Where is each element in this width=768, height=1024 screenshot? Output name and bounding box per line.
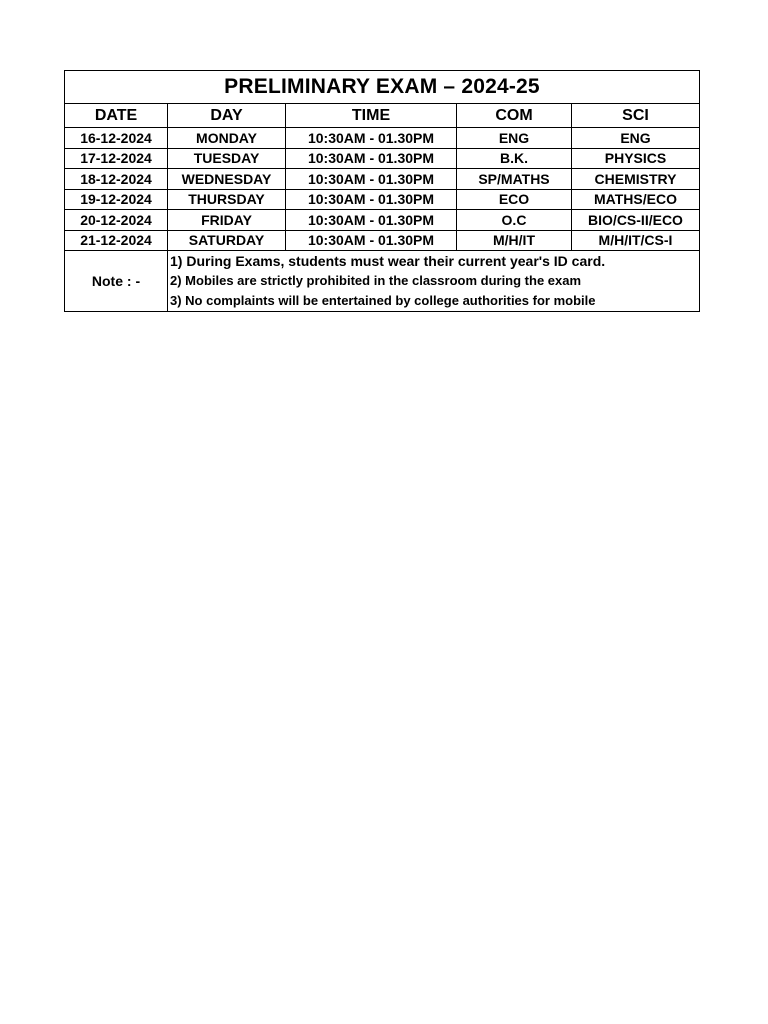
note-line: 2) Mobiles are strictly prohibited in the classroom during the exam [170, 273, 582, 288]
header-row [65, 104, 700, 128]
table-row [65, 148, 700, 169]
exam-timetable [64, 70, 700, 312]
com-cell: B.K. [457, 148, 572, 169]
date-cell: 17-12-2024 [65, 148, 168, 169]
time-cell: 10:30AM - 01.30PM [286, 189, 457, 210]
com-cell: ENG [457, 128, 572, 149]
column-header-day: DAY [168, 104, 286, 128]
table-row [65, 128, 700, 149]
table-row [65, 230, 700, 251]
note-line: 3) No complaints will be entertained by college authorities for mobile [170, 293, 596, 308]
day-cell: FRIDAY [168, 210, 286, 231]
column-header-sci: SCI [572, 104, 700, 128]
column-header-time: TIME [286, 104, 457, 128]
table-row [65, 169, 700, 190]
sci-cell: M/H/IT/CS-I [572, 230, 700, 251]
note-row [65, 251, 700, 312]
day-cell: THURSDAY [168, 189, 286, 210]
date-cell: 18-12-2024 [65, 169, 168, 190]
day-cell: WEDNESDAY [168, 169, 286, 190]
column-header-date: DATE [65, 104, 168, 128]
page-title: PRELIMINARY EXAM – 2024-25 [65, 71, 700, 104]
time-cell: 10:30AM - 01.30PM [286, 230, 457, 251]
title-row [65, 71, 700, 104]
com-cell: SP/MATHS [457, 169, 572, 190]
sci-cell: CHEMISTRY [572, 169, 700, 190]
notes-cell [168, 251, 700, 312]
time-cell: 10:30AM - 01.30PM [286, 169, 457, 190]
time-cell: 10:30AM - 01.30PM [286, 148, 457, 169]
com-cell: M/H/IT [457, 230, 572, 251]
com-cell: O.C [457, 210, 572, 231]
day-cell: TUESDAY [168, 148, 286, 169]
note-line: 1) During Exams, students must wear their current year's ID card. [170, 253, 606, 269]
table-row [65, 189, 700, 210]
day-cell: SATURDAY [168, 230, 286, 251]
table-row [65, 210, 700, 231]
date-cell: 20-12-2024 [65, 210, 168, 231]
note-label: Note : - [65, 251, 168, 312]
column-header-com: COM [457, 104, 572, 128]
time-cell: 10:30AM - 01.30PM [286, 128, 457, 149]
sci-cell: MATHS/ECO [572, 189, 700, 210]
day-cell: MONDAY [168, 128, 286, 149]
com-cell: ECO [457, 189, 572, 210]
time-cell: 10:30AM - 01.30PM [286, 210, 457, 231]
sci-cell: PHYSICS [572, 148, 700, 169]
sci-cell: BIO/CS-II/ECO [572, 210, 700, 231]
date-cell: 19-12-2024 [65, 189, 168, 210]
date-cell: 21-12-2024 [65, 230, 168, 251]
exam-timetable-sheet [64, 70, 699, 312]
sci-cell: ENG [572, 128, 700, 149]
date-cell: 16-12-2024 [65, 128, 168, 149]
